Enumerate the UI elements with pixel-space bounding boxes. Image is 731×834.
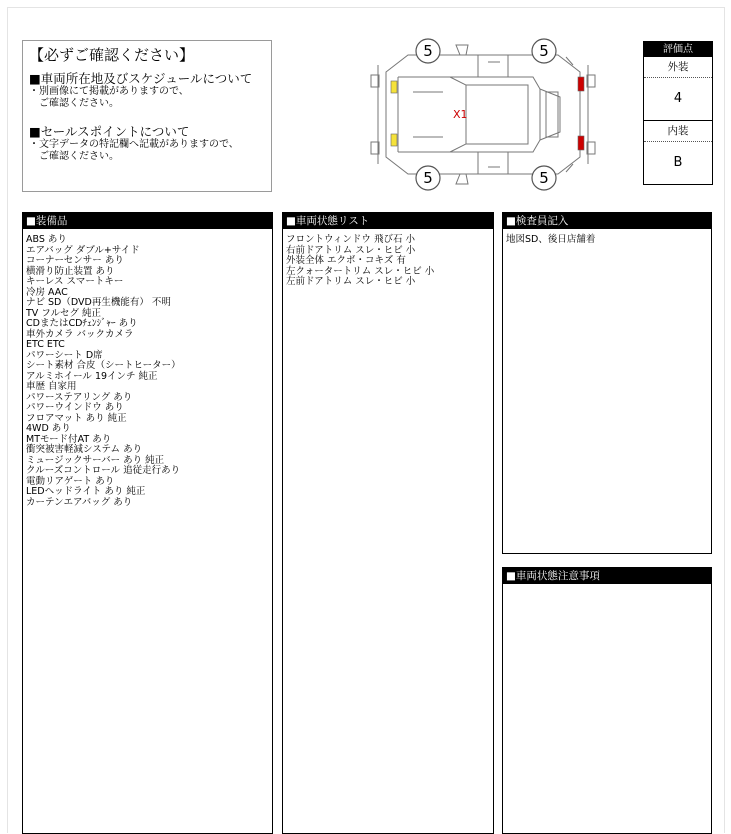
tire-rating-front-left: 5 [423, 42, 433, 60]
list-item: ABS あり [26, 234, 67, 245]
list-item: MTモード付AT あり [26, 433, 112, 445]
list-item: ナビ SD（DVD再生機能有） 不明 [26, 297, 171, 308]
list-item: エアバッグ ダブル+サイド [26, 244, 140, 256]
list-item: アルミホイール 19インチ 純正 [26, 370, 158, 382]
list-item: クルーズコントロール 追従走行あり [26, 465, 181, 476]
list-item: CDまたはCDﾁｪﾝｼﾞｬｰ あり [26, 318, 138, 329]
list-item: パワーステアリング あり [26, 391, 133, 403]
front-left-light [391, 81, 397, 93]
grade-box [643, 41, 713, 185]
list-item: 外装全体 エクボ・コキズ 有 [286, 255, 406, 266]
list-item: ETC ETC [26, 339, 65, 350]
list-item: コーナーセンサー あり [26, 255, 124, 266]
list-item: キーレス スマートキー [26, 276, 124, 287]
rear-left-light [578, 77, 584, 91]
list-item: 冷房 AAC [26, 286, 68, 298]
list-item: 4WD あり [26, 423, 71, 434]
list-item: シート素材 合皮（シートヒーター） [26, 360, 181, 371]
cautions-heading: ■車両状態注意事項 [503, 568, 711, 584]
list-item: パワーウインドウ あり [26, 402, 124, 413]
tire-rating-front-right: 5 [423, 169, 433, 187]
equipment-heading: ■装備品 [23, 213, 272, 229]
grade-heading: 評価点 [644, 42, 712, 57]
rear-right-light [578, 136, 584, 150]
condition-list-heading: ■車両状態リスト [283, 213, 493, 229]
list-item: 衝突被害軽減システム あり [26, 444, 143, 455]
equipment-panel [22, 212, 273, 834]
list-item: 左クォータートリム スレ・ヒビ 小 [286, 265, 435, 277]
cautions-panel [502, 567, 712, 834]
inspector-text: 地図SD、後日店舗着 [506, 234, 596, 245]
inspector-notes [503, 229, 711, 246]
interior-label: 内装 [644, 121, 712, 142]
inspector-panel [502, 212, 712, 554]
damage-mark: X1 [453, 108, 468, 121]
notice-section1-body: ・別画像にて掲載がありますので、 ご確認ください。 [29, 86, 189, 109]
exterior-label: 外装 [644, 57, 712, 78]
notice-title: 【必ずご確認ください】 [29, 46, 195, 64]
tire-rating-rear-right: 5 [539, 169, 549, 187]
exterior-grade: 4 [644, 78, 712, 121]
car-diagram [368, 37, 598, 192]
list-item: 左前ドアトリム スレ・ヒビ 小 [286, 276, 416, 287]
front-right-light [391, 134, 397, 146]
list-item: 車外カメラ バックカメラ [26, 328, 134, 340]
list-item: TV フルセグ 純正 [26, 307, 101, 319]
list-item: 電動リアゲート あり [26, 475, 115, 487]
list-item: フロントウィンドウ 飛び石 小 [286, 234, 415, 245]
notice-section2-body: ・文字データの特記欄へ記載がありますので、 ご確認ください。 [29, 139, 239, 162]
list-item: カーテンエアバッグ あり [26, 496, 133, 508]
equipment-list [23, 229, 272, 508]
cautions-body [503, 584, 711, 590]
condition-list [283, 229, 493, 288]
inspector-heading: ■検査員記入 [503, 213, 711, 229]
notice-section2-heading: ■セールスポイントについて [29, 124, 190, 139]
interior-grade: B [673, 155, 683, 170]
list-item: 右前ドアトリム スレ・ヒビ 小 [286, 244, 416, 256]
list-item: フロアマット あり 純正 [26, 412, 127, 424]
condition-list-panel [282, 212, 494, 834]
notice-section1-heading: ■車両所在地及びスケジュールについて [29, 71, 253, 86]
list-item: 車歴 自家用 [26, 381, 77, 392]
list-item: パワーシート D席 [26, 349, 103, 361]
list-item: 横滑り防止装置 あり [26, 265, 115, 277]
tire-rating-rear-left: 5 [539, 42, 549, 60]
list-item: ミュージックサーバー あり 純正 [26, 454, 165, 466]
list-item: LEDヘッドライト あり 純正 [26, 486, 146, 497]
notice-box [22, 40, 272, 192]
